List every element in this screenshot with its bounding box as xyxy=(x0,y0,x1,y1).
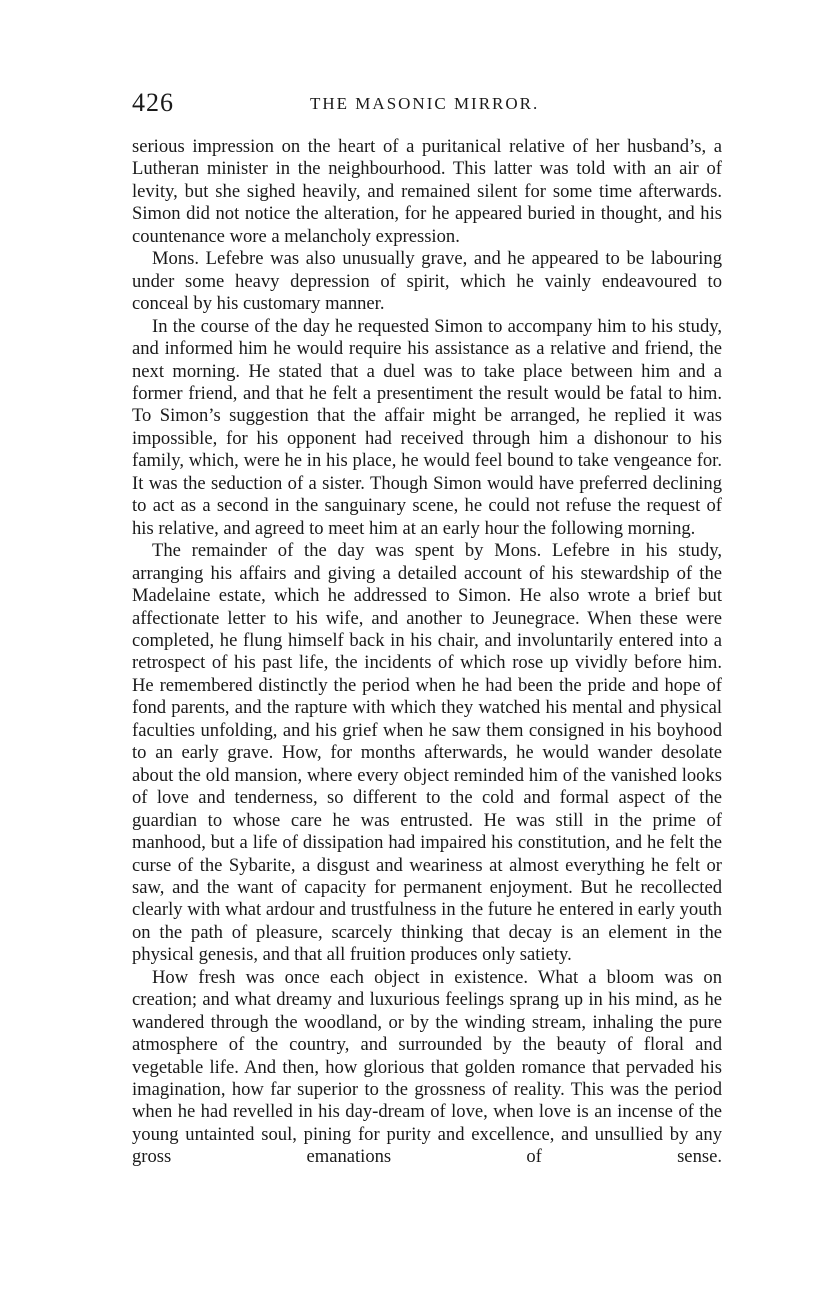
paragraph: The remainder of the day was spent by Mons. Lefebre in his study, arranging his affairs and giving a detailed account of his stewardship of the Madelaine estate, which he addressed to Simon. He also wrote a brief but affectionate letter to his wife, and another to Jeunegrace. When these were completed, he flung himself back in his chair, and involuntarily entered into a retrospect of his past life, the incidents of which rose up vividly before him. He remembered distinctly the period when he had been the pride and hope of fond parents, and the rapture with which they watched his mental and physical faculties unfolding, and his grief when he saw them consigned in his boyhood to an early grave. How, for months afterwards, he would wander desolate about the old mansion, where every object reminded him of the vanished looks of love and tenderness, so different to the cold and formal aspect of the guardian to whose care he was entrusted. He was still in the prime of manhood, but a life of dissipation had impaired his constitution, and he felt the curse of the Sybarite, a disgust and weariness at almost everything he felt or saw, and the want of capacity for permanent enjoyment. But he recollected clearly with what ardour and trustfulness in the future he entered in early youth on the path of pleasure, scarcely thinking that decay is an element in the physical genesis, and that all fruition produces only satiety. xyxy=(132,540,722,966)
page-number: 426 xyxy=(132,88,174,117)
paragraph: In the course of the day he requested Simon to accompany him to his study, and informed him he would require his assistance as a relative and friend, the next morning. He stated that a duel was to take place between him and a former friend, and that he felt a presentiment the result would be fatal to him. To Simon’s suggestion that the affair might be arranged, he replied it was impossible, for his opponent had received through him a dishonour to his family, which, were he in his place, he would feel bound to take vengeance for. It was the seduction of a sister. Though Simon would have preferred declining to act as a second in the sanguinary scene, he could not refuse the request of his relative, and agreed to meet him at an early hour the following morning. xyxy=(132,315,722,539)
paragraph: Mons. Lefebre was also unusually grave, and he appeared to be labouring under some heavy depression of spirit, which he vainly endeavoured to conceal by his customary manner. xyxy=(132,248,722,315)
book-page xyxy=(132,88,722,1169)
running-head xyxy=(132,88,722,124)
body-text xyxy=(132,136,722,1169)
running-title: THE MASONIC MIRROR. xyxy=(310,94,540,113)
paragraph: How fresh was once each object in existence. What a bloom was on creation; and what dreamy and luxurious feelings sprang up in his mind, as he wandered through the woodland, or by the winding stream, inhaling the pure atmosphere of the country, and surrounded by the beauty of floral and vegetable life. And then, how glorious that golden romance that pervaded his imagination, how far superior to the grossness of reality. This was the period when he had revelled in his day-dream of love, when love is an incense of the young untainted soul, pining for purity and excellence, and unsullied by any gross emanations of sense. xyxy=(132,966,722,1168)
paragraph-continued: serious impression on the heart of a puritanical relative of her husband’s, a Lutheran minister in the neighbourhood. This latter was told with an air of levity, but she sighed heavily, and remained silent for some time afterwards. Simon did not notice the alteration, for he appeared buried in thought, and his countenance wore a melancholy expression. xyxy=(132,136,722,247)
